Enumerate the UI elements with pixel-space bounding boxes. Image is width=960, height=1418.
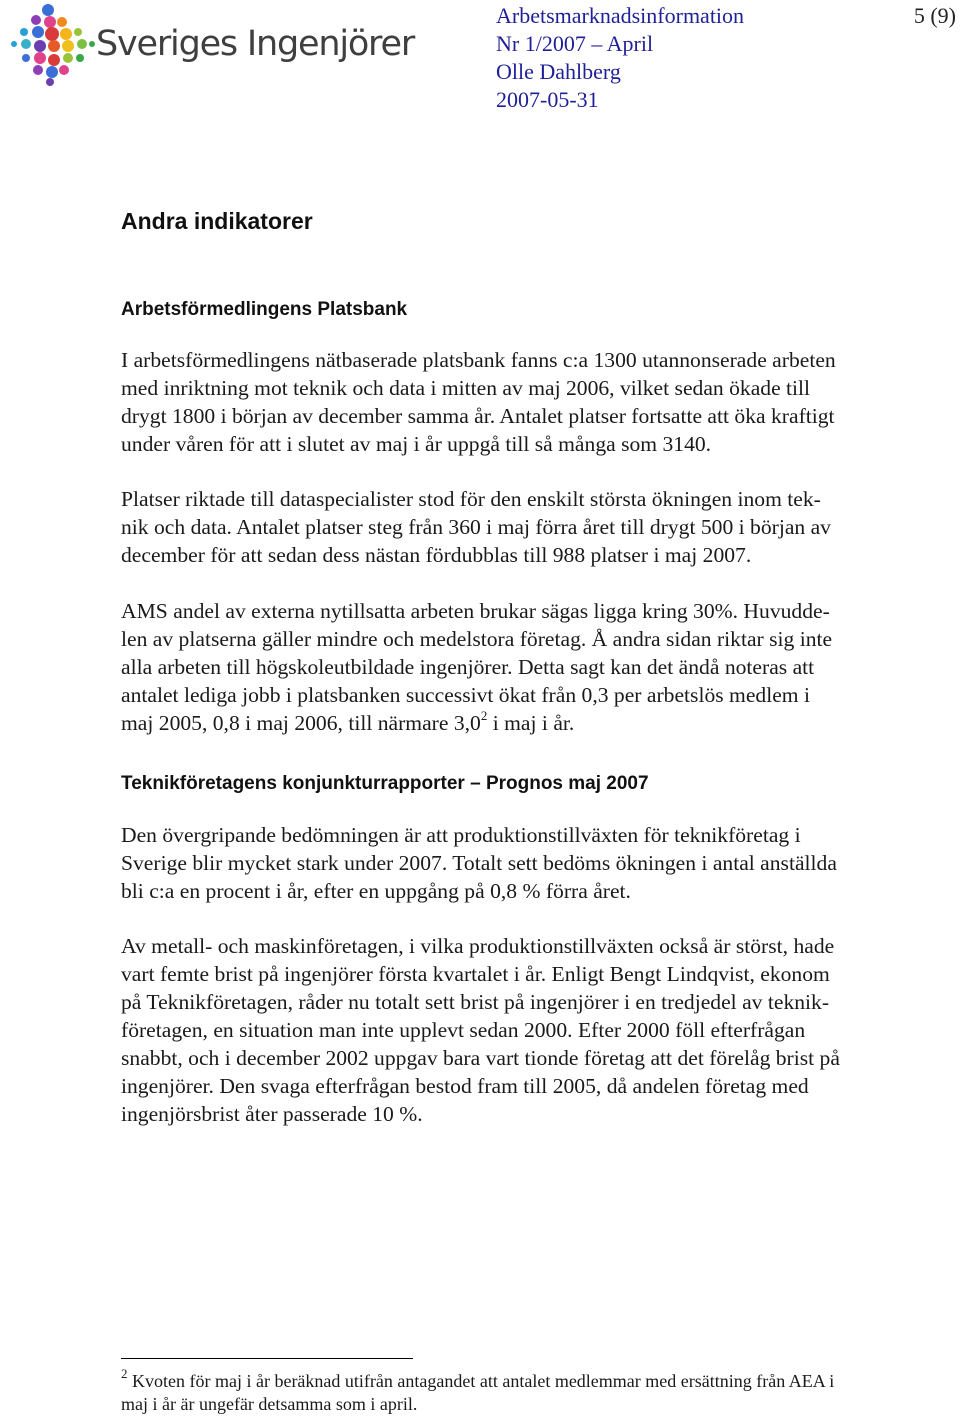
paragraph [121, 346, 936, 458]
footnote-reference[interactable]: 2 [480, 707, 488, 723]
text-line: bli c:a en procent i år, efter en uppgång på 0,8 % förra året. [121, 879, 631, 903]
logo-dot [32, 26, 44, 38]
logo-text: Sveriges Ingenjörer [96, 24, 415, 64]
text-line [121, 709, 936, 737]
text-line: ingenjörsbrist åter passerade 10 %. [121, 1102, 423, 1126]
text-line: under våren för att i slutet av maj i år uppgå till så många som 3140. [121, 432, 712, 456]
logo-dot [48, 40, 60, 52]
logo-dot [31, 15, 41, 25]
footnote-divider [121, 1358, 413, 1359]
text-line: nik och data. Antalet platser steg från 360 i maj förra året till drygt 500 i början av [121, 515, 831, 539]
logo-dot [46, 78, 54, 86]
logo-dot [20, 28, 28, 36]
text-fragment: i maj i år. [487, 711, 575, 735]
subsection-title-platsbank: Arbetsförmedlingens Platsbank [121, 299, 408, 320]
paragraph [121, 821, 936, 905]
logo-dot [46, 66, 58, 78]
logo-dot [45, 27, 59, 41]
document-header [496, 2, 744, 114]
text-line: snabbt, och i december 2002 uppgav bara vart tionde företag att det förelåg brist på [121, 1046, 840, 1070]
section-title: Andra indikatorer [121, 208, 313, 234]
author: Olle Dahlberg [496, 59, 621, 84]
logo-dot [44, 16, 56, 28]
logo-dot [34, 40, 46, 52]
text-line: december för att sedan dess nästan fördubblas till 988 platser i maj 2007. [121, 543, 752, 567]
footnote-marker: 2 [121, 1366, 128, 1381]
footnote [121, 1366, 936, 1416]
logo-dot [89, 41, 95, 47]
logo-dot [48, 54, 60, 66]
subsection-title-teknikforetagen: Teknikföretagens konjunkturrapporter – Prognos maj 2007 [121, 773, 649, 794]
footnote-line: maj i år är ungefär detsamma som i april. [121, 1394, 418, 1414]
paragraph [121, 932, 936, 1128]
logo [4, 2, 415, 86]
text-line: företagen, en situation man inte upplevt sedan 2000. Efter 2000 föll efterfrågan [121, 1018, 806, 1042]
logo-dot [42, 4, 54, 16]
text-line: AMS andel av externa nytillsatta arbeten brukar sägas ligga kring 30%. Huvudde- [121, 599, 830, 623]
paragraph [121, 485, 936, 569]
text-line: Den övergripande bedömningen är att produktionstillväxten för teknikföretag i [121, 823, 801, 847]
logo-dot [59, 65, 69, 75]
logo-dot [74, 28, 82, 36]
text-line: vart femte brist på ingenjörer första kvartalet i år. Enligt Bengt Lindqvist, ekonom [121, 962, 830, 986]
logo-dot [33, 65, 43, 75]
logo-dot [62, 40, 74, 52]
text-fragment: maj 2005, 0,8 i maj 2006, till närmare 3,0 [121, 711, 481, 735]
text-line: len av platserna gäller mindre och medelstora företag. Å andra sidan riktar sig inte [121, 627, 833, 651]
logo-dot [76, 54, 84, 62]
text-line: alla arbeten till högskoleutbildade ingenjörer. Detta sagt kan det ändå noteras att [121, 655, 815, 679]
logo-dot [21, 39, 31, 49]
issue: Nr 1/2007 – April [496, 31, 654, 56]
text-line: Platser riktade till dataspecialister stod för den enskilt största ökningen inom tek- [121, 487, 821, 511]
logo-dot [11, 41, 17, 47]
doc-type: Arbetsmarknadsinformation [496, 3, 745, 28]
text-line: Av metall- och maskinföretagen, i vilka produktionstillväxten också är störst, hade [121, 934, 835, 958]
logo-dots-icon [4, 2, 96, 86]
text-line: Sverige blir mycket stark under 2007. Totalt sett bedöms ökningen i antal anställda [121, 851, 837, 875]
logo-dot [60, 28, 72, 40]
footnote-line [121, 1366, 936, 1393]
text-line: I arbetsförmedlingens nätbaserade platsbank fanns c:a 1300 utannonserade arbeten [121, 348, 836, 372]
text-line: drygt 1800 i början av december samma år. Antalet platser fortsatte att öka kraftigt [121, 404, 835, 428]
logo-dot [34, 52, 46, 64]
footnote-text: Kvoten för maj i år beräknad utifrån antagandet att antalet medlemmar med ersättning från AEA i [127, 1371, 835, 1391]
text-line: på Teknikföretagen, råder nu totalt sett brist på ingenjörer i en tredjedel av teknik- [121, 990, 830, 1014]
date: 2007-05-31 [496, 87, 599, 112]
logo-dot [77, 39, 87, 49]
logo-dot [22, 54, 30, 62]
text-line: med inriktning mot teknik och data i mitten av maj 2006, vilket sedan ökade till [121, 376, 811, 400]
logo-dot [63, 53, 73, 63]
text-line: ingenjörer. Den svaga efterfrågan bestod fram till 2005, då andelen företag med [121, 1074, 809, 1098]
page-number: 5 (9) [913, 3, 956, 28]
logo-dot [57, 17, 67, 27]
text-line: antalet lediga jobb i platsbanken successivt ökat från 0,3 per arbetslös medlem i [121, 683, 810, 707]
paragraph [121, 597, 936, 737]
